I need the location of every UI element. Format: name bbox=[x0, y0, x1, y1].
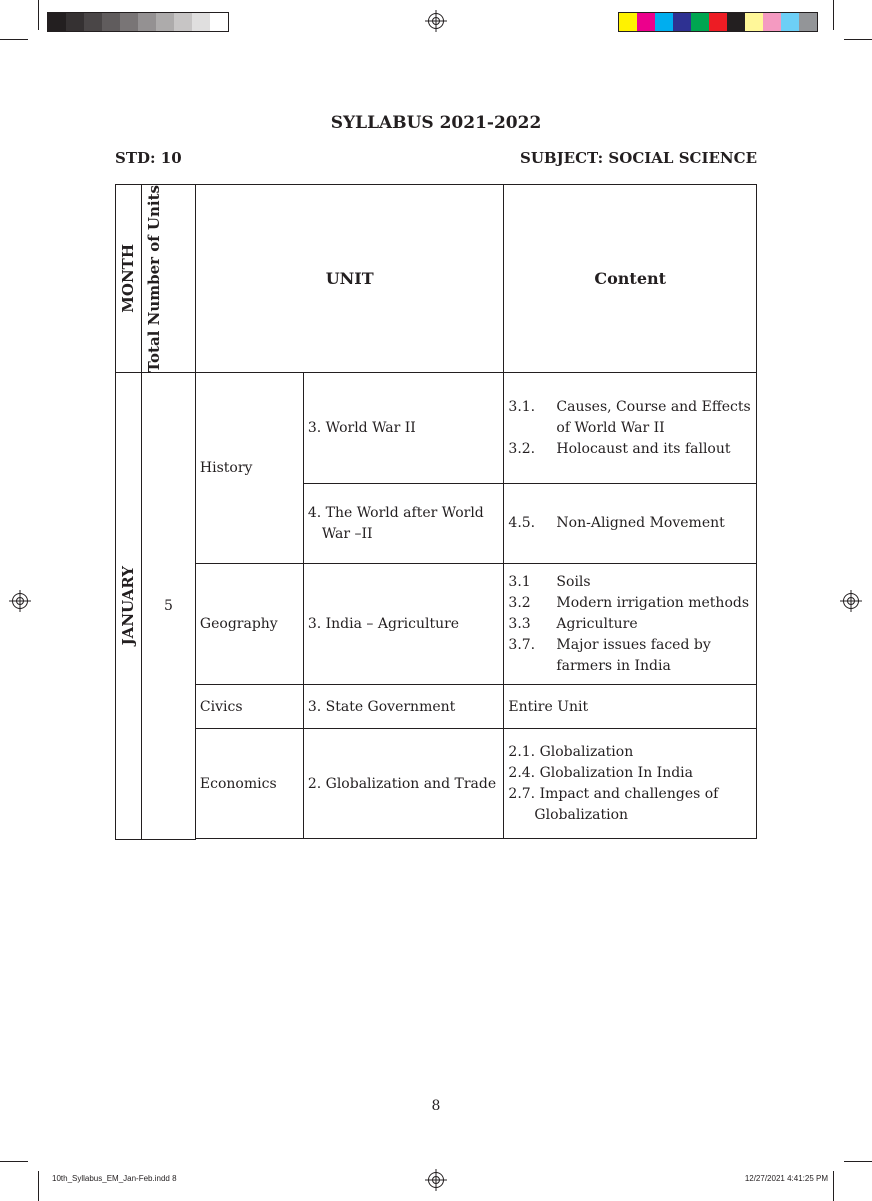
content-item: 3.2. Holocaust and its fallout bbox=[508, 440, 731, 457]
content-item: 3.1 Soils bbox=[508, 573, 591, 590]
content-item: 4.5. Non-Aligned Movement bbox=[508, 515, 725, 532]
color-swatch bbox=[763, 13, 781, 31]
table-row bbox=[116, 729, 757, 839]
color-swatch bbox=[727, 13, 745, 31]
subject-civics: Civics bbox=[195, 685, 303, 729]
syllabus-table bbox=[115, 184, 757, 840]
slug-timestamp: 12/27/2021 4:41:25 PM bbox=[744, 1174, 828, 1183]
crop-mark bbox=[833, 0, 834, 30]
color-swatch bbox=[781, 13, 799, 31]
subject-economics: Economics bbox=[195, 729, 303, 839]
color-swatch bbox=[673, 13, 691, 31]
color-swatch bbox=[48, 13, 66, 31]
crop-mark bbox=[0, 1161, 28, 1162]
crop-mark bbox=[844, 39, 872, 40]
color-swatch bbox=[210, 13, 228, 31]
unit-economics: 2. Globalization and Trade bbox=[303, 729, 504, 839]
subject-history: History bbox=[195, 373, 303, 564]
content-item: 3.7. Major issues faced by farmers in India bbox=[508, 636, 711, 674]
registration-mark-icon bbox=[428, 1172, 444, 1188]
content-economics bbox=[504, 729, 757, 839]
table-row bbox=[116, 685, 757, 729]
color-swatch bbox=[84, 13, 102, 31]
month-cell: JANUARY bbox=[116, 373, 142, 840]
unit-civics: 3. State Government bbox=[303, 685, 504, 729]
color-swatch bbox=[709, 13, 727, 31]
content-history-2 bbox=[504, 484, 757, 564]
registration-mark-icon bbox=[843, 593, 859, 609]
grayscale-color-bar bbox=[47, 12, 229, 32]
color-swatch bbox=[138, 13, 156, 31]
table-row bbox=[116, 373, 757, 484]
month-header: MONTH bbox=[116, 185, 142, 373]
registration-mark-icon bbox=[12, 593, 28, 609]
unit-history-2: 4. The World after World War –II bbox=[303, 484, 504, 564]
subject-geography: Geography bbox=[195, 564, 303, 685]
color-swatch bbox=[174, 13, 192, 31]
color-swatch bbox=[655, 13, 673, 31]
color-swatch bbox=[102, 13, 120, 31]
content-history-1 bbox=[504, 373, 757, 484]
crop-mark bbox=[844, 1161, 872, 1162]
crop-mark bbox=[38, 0, 39, 30]
content-item: 3.1. Causes, Course and Effects of World War II bbox=[508, 398, 751, 436]
page-title: SYLLABUS 2021-2022 bbox=[330, 113, 542, 133]
unit-geography: 3. India – Agriculture bbox=[303, 564, 504, 685]
standard-label: STD: 10 bbox=[115, 149, 182, 167]
color-swatch bbox=[619, 13, 637, 31]
content-civics: Entire Unit bbox=[504, 685, 757, 729]
content-item: 2.4. Globalization In India bbox=[508, 764, 693, 781]
page-number: 8 bbox=[431, 1098, 441, 1114]
slug-filename: 10th_Syllabus_EM_Jan-Feb.indd 8 bbox=[52, 1174, 177, 1183]
content-item: 2.1. Globalization bbox=[508, 743, 634, 760]
content-geography bbox=[504, 564, 757, 685]
process-color-bar bbox=[618, 12, 818, 32]
color-swatch bbox=[799, 13, 817, 31]
color-swatch bbox=[691, 13, 709, 31]
subject-label: SUBJECT: SOCIAL SCIENCE bbox=[519, 149, 757, 167]
color-swatch bbox=[745, 13, 763, 31]
content-header: Content bbox=[504, 185, 757, 373]
crop-mark bbox=[38, 1171, 39, 1201]
crop-mark bbox=[0, 39, 28, 40]
color-swatch bbox=[156, 13, 174, 31]
unit-header: UNIT bbox=[195, 185, 504, 373]
content-item: 2.7. Impact and challenges of Globalization bbox=[508, 785, 719, 823]
total-units-cell: 5 bbox=[141, 373, 195, 840]
total-units-header: Total Number of Units bbox=[141, 185, 195, 373]
color-swatch bbox=[637, 13, 655, 31]
color-swatch bbox=[66, 13, 84, 31]
content-item: 3.2 Modern irrigation methods bbox=[508, 594, 750, 611]
color-swatch bbox=[192, 13, 210, 31]
crop-mark bbox=[833, 1171, 834, 1201]
table-header-row bbox=[116, 185, 757, 373]
unit-history-1: 3. World War II bbox=[303, 373, 504, 484]
registration-mark-icon bbox=[428, 13, 444, 29]
color-swatch bbox=[120, 13, 138, 31]
table-row bbox=[116, 564, 757, 685]
content-item: 3.3 Agriculture bbox=[508, 615, 638, 632]
